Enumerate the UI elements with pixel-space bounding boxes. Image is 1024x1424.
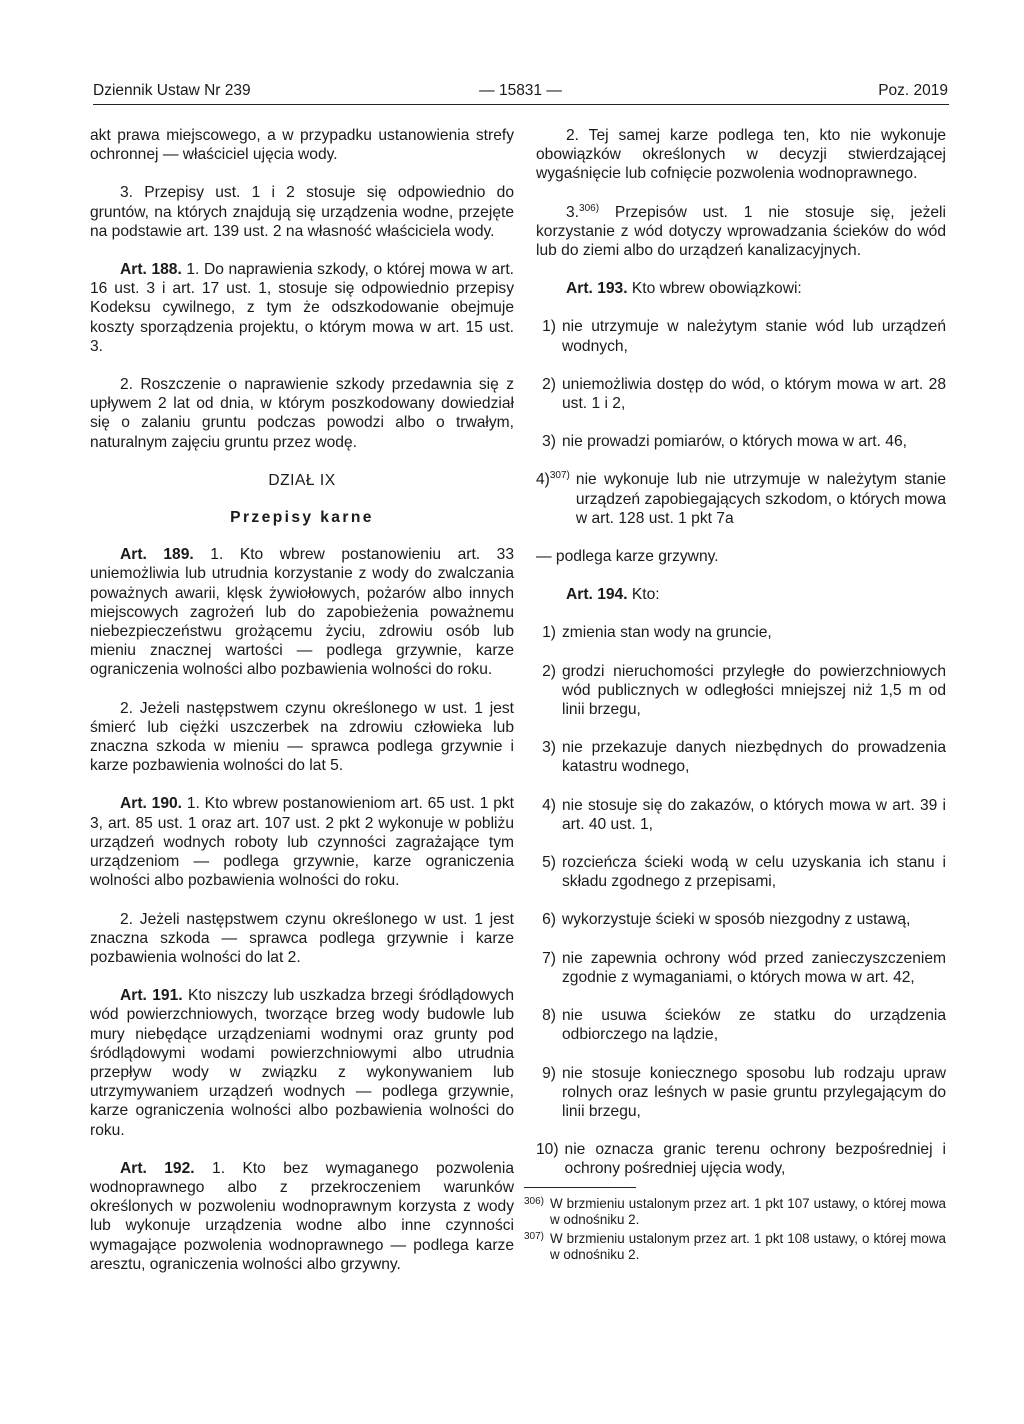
item-text: nie oznacza granic terenu ochrony bezpośredniej i ochrony pośredniej ujęcia wody, (564, 1141, 946, 1178)
paragraph: 2. Roszczenie o naprawienie szkody przedawnia się z upływem 2 lat od dnia, w którym poszkodowany dowiedział się o zalaniu gruntu podczas powodzi albo o trwałym, naturalnym zajęciu gruntu przez wodę. (90, 376, 514, 451)
header-rule (93, 104, 949, 105)
item-text: zmienia stan wody na gruncie, (562, 624, 772, 642)
item-number: 3) (542, 739, 556, 757)
item-number: 2) (542, 375, 556, 393)
journal-title: Dziennik Ustaw Nr 239 (93, 82, 251, 99)
item-text: nie przekazuje danych niezbędnych do prowadzenia katastru wodnego, (562, 739, 946, 776)
article-label: Art. 191. (120, 987, 183, 1005)
article-label: Art. 190. (120, 795, 183, 813)
list-item (536, 432, 946, 451)
item-text: rozcieńcza ścieki wodą w celu uzyskania ich stanu i składu zgodnego z przepisami, (562, 854, 946, 891)
item-number: 3) (542, 433, 556, 451)
item-text: nie stosuje się do zakazów, o których mowa w art. 39 i art. 40 ust. 1, (562, 796, 946, 833)
article-190 (90, 794, 514, 890)
paragraph: 2. Tej samej karze podlega ten, kto nie wykonuje obowiązków określonych w decyzji stwierdzającej wygaśnięcie lub cofnięcie pozwolenia wodnoprawnego. (536, 127, 946, 183)
page-header (93, 82, 948, 106)
paragraph-text: Przepisów ust. 1 nie stosuje się, jeżeli korzystanie z wód dotyczy wprowadzania ścieków do wód lub do ziemi albo do urządzeń kanalizacyjnych. (536, 203, 946, 260)
article-text: 1. Kto bez wymaganego pozwolenia wodnoprawnego albo z przekroczeniem warunków określonych w pozwoleniu wodnoprawnym korzysta z wody lub wykonuje urządzenia wodne albo inne czynności wymagające pozwolenia wodnoprawnego — podlega karze aresztu, ograniczenia wolności albo grzywny. (90, 1159, 514, 1273)
article-label: Art. 189. (120, 546, 194, 564)
footnote-ref: 307) (549, 470, 570, 482)
list-item (536, 623, 946, 642)
list-item (536, 1006, 946, 1044)
article-text: Kto niszczy lub uszkadza brzegi śródlądowych wód powierzchniowych, tworzące brzeg wody budowle lub mury niebędące urządzeniami wodnymi oraz grunty pod śródlądowymi wodami powierzchniowymi albo utrudnia przepływ wody w związku z wykonywaniem lub utrzymywaniem urządzeń wodnych — podlega grzywnie, karze ograniczenia wolności albo pozbawienia wolności do roku. (90, 987, 514, 1139)
article-label: Art. 194. (566, 586, 628, 604)
footnote-number: 306) (524, 1195, 545, 1207)
list-item (536, 317, 946, 355)
page-number: — 15831 — (479, 82, 562, 99)
list-item (536, 853, 946, 891)
item-number: 10) (536, 1141, 559, 1159)
list-item (536, 470, 946, 528)
article-text: 1. Do naprawienia szkody, o której mowa w art. 16 ust. 3 i art. 17 ust. 1, stosuje się odpowiednio przepisy Kodeksu cywilnego, z tym że odszkodowanie obejmuje koszty sporządzenia projektu, o którym mowa w art. 15 ust. 3. (90, 261, 514, 355)
paragraph-number: 3. (566, 203, 580, 221)
article-label: Art. 192. (120, 1159, 195, 1177)
footnote-ref: 306) (579, 202, 600, 214)
article-194 (536, 585, 946, 604)
list-item (536, 949, 946, 987)
article-text: Kto: (627, 586, 660, 604)
item-text: nie usuwa ścieków ze statku do urządzenia odbiorczego na lądzie, (562, 1007, 946, 1044)
item-text: uniemożliwia dostęp do wód, o którym mowa w art. 28 ust. 1 i 2, (562, 375, 946, 413)
footnote-text: W brzmieniu ustalonym przez art. 1 pkt 107 ustawy, o której mowa w odnośniku 2. (550, 1195, 946, 1227)
paragraph: 3. Przepisy ust. 1 i 2 stosuje się odpowiednio do gruntów, na których znajdują się urządzenia wodne, przejęte na podstawie art. 139 ust. 2 na własność właściciela wody. (90, 184, 514, 240)
section-heading: DZIAŁ IX (268, 471, 336, 489)
article-text: Kto wbrew obowiązkowi: (627, 280, 802, 298)
position-number: Poz. 2019 (878, 82, 948, 99)
article-192 (90, 1159, 514, 1274)
article-189 (90, 545, 514, 679)
list-item (536, 375, 946, 413)
footnote-divider (524, 1187, 636, 1188)
paragraph (536, 203, 946, 261)
penalty-line: — podlega karze grzywny. (536, 548, 719, 566)
item-text: nie zapewnia ochrony wód przed zanieczyszczeniem zgodnie z wymaganiami, o których mowa w art. 42, (562, 949, 946, 986)
article-text: 1. Kto wbrew postanowieniu art. 33 uniemożliwia lub utrudnia korzystanie z wody do zwalczania poważnych awarii, klęsk żywiołowych, pożarów albo innych miejscowych zagrożeń lub do zapobieżenia poważnemu niebezpieczeństwu grożącemu życiu, zdrowiu osób lub mieniu znacznej wartości — podlega grzywnie, karze ograniczenia wolności albo pozbawienia wolności do roku. (90, 546, 514, 679)
item-number: 5) (542, 854, 556, 872)
item-text: nie prowadzi pomiarów, o których mowa w art. 46, (562, 433, 907, 451)
paragraph: 2. Jeżeli następstwem czynu określonego w ust. 1 jest znaczna szkoda — sprawca podlega grzywnie i karze pozbawienia wolności do lat 2. (90, 910, 514, 966)
item-number: 1) (542, 624, 556, 642)
item-number: 4)$^{307)}$ (536, 470, 570, 489)
item-text: nie wykonuje lub nie utrzymuje w należytym stanie urządzeń zapobiegających szkodom, o których mowa w art. 128 ust. 1 pkt 7a (575, 471, 946, 527)
right-column (524, 126, 946, 1266)
footnote (524, 1196, 946, 1228)
item-number: 9) (542, 1064, 556, 1082)
art194-list (536, 623, 946, 1178)
item-number: 4) (542, 796, 556, 814)
item-text: nie utrzymuje w należytym stanie wód lub urządzeń wodnych, (562, 318, 946, 355)
footnote (524, 1231, 946, 1263)
list-item (536, 738, 946, 776)
item-number: 7) (542, 949, 556, 967)
footnote-text: W brzmieniu ustalonym przez art. 1 pkt 108 ustawy, o której mowa w odnośniku 2. (550, 1230, 946, 1262)
article-label: Art. 188. (120, 261, 182, 279)
list-item (536, 1140, 946, 1178)
section-title: Przepisy karne (230, 509, 374, 527)
article-label: Art. 193. (566, 280, 628, 298)
item-text: wykorzystuje ścieki w sposób niezgodny z ustawą, (562, 911, 911, 929)
list-item (536, 796, 946, 834)
paragraph: akt prawa miejscowego, a w przypadku ustanowienia strefy ochronnej — właściciel ujęcia wody. (90, 127, 514, 164)
item-number: 1) (542, 318, 556, 336)
item-number: 8) (542, 1007, 556, 1025)
item-text: grodzi nieruchomości przyległe do powierzchniowych wód publicznych w odległości mniejszej niż 1,5 m od linii brzegu, (562, 662, 946, 719)
left-column (90, 126, 514, 1274)
article-191 (90, 986, 514, 1140)
article-188 (90, 260, 514, 356)
list-item (536, 910, 946, 929)
art193-list (536, 317, 946, 528)
article-text: 1. Kto wbrew postanowieniom art. 65 ust. 1 pkt 3, art. 85 ust. 1 oraz art. 107 ust. 2 pkt 2 wykonuje w pobliżu urządzeń wodnych roboty lub czynności zagrażające tym urządzeniom — podlega grzywnie, karze ograniczenia wolności albo pozbawienia wolności do roku. (90, 795, 514, 890)
list-item (536, 1064, 946, 1122)
item-number: 6) (542, 911, 556, 929)
footnote-number: 307) (524, 1230, 545, 1242)
paragraph: 2. Jeżeli następstwem czynu określonego w ust. 1 jest śmierć lub ciężki uszczerbek na zdrowiu człowieka lub znaczna szkoda w mieniu — sprawca podlega grzywnie i karze pozbawienia wolności do lat 5. (90, 699, 514, 775)
list-item (536, 662, 946, 720)
item-number: 2) (542, 662, 556, 680)
item-text: nie stosuje koniecznego sposobu lub rodzaju upraw rolnych oraz leśnych w pasie gruntu przylegającym do linii brzegu, (562, 1064, 946, 1120)
article-193 (536, 279, 946, 298)
